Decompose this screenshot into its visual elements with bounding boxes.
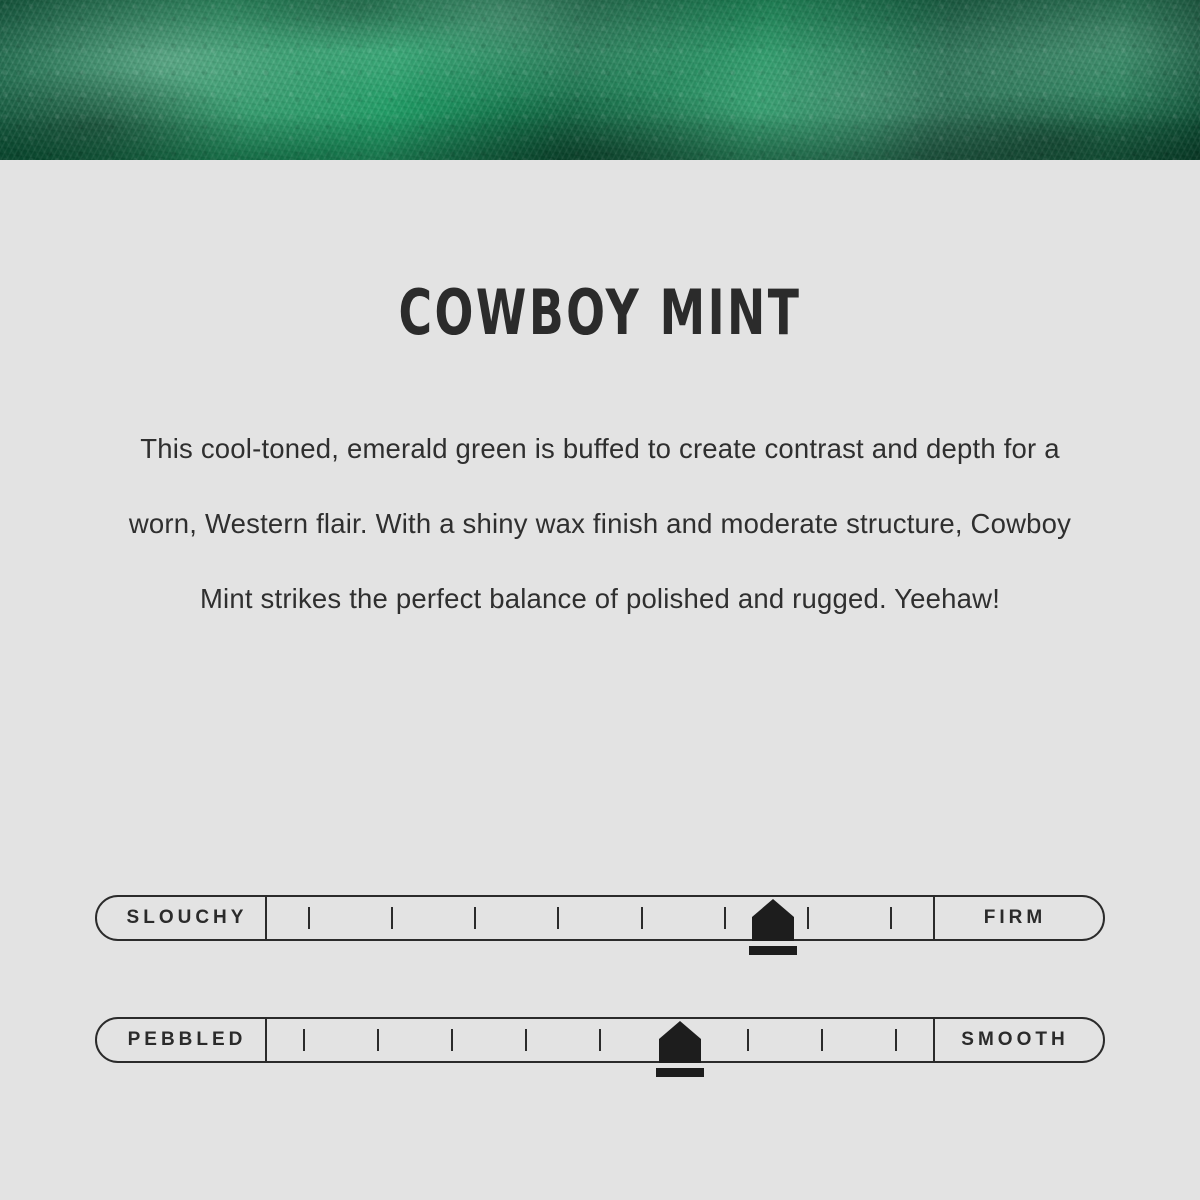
scale-marker-texture <box>659 1021 701 1077</box>
tick-mark <box>303 1029 305 1051</box>
attribute-scales <box>0 895 1200 1065</box>
scale-ticks <box>267 1019 933 1061</box>
tick-mark <box>451 1029 453 1051</box>
product-description: This cool-toned, emerald green is buffed to create contrast and depth for a worn, Western flair. With a shiny wax finish and moderate structure, Cowboy Mint strikes the perfect balance of polished and rugged. Yeehaw! <box>128 433 1072 614</box>
marker-head-icon <box>659 1021 701 1039</box>
swatch-vignette-layer <box>0 0 1200 160</box>
tick-mark <box>599 1029 601 1051</box>
tick-mark <box>890 907 892 929</box>
scale-texture <box>95 1017 1105 1065</box>
scale-track <box>95 1017 1105 1063</box>
scale-ticks <box>267 897 933 939</box>
scale-midsection <box>267 1019 933 1061</box>
tick-mark <box>391 907 393 929</box>
tick-mark <box>641 907 643 929</box>
page-title: COWBOY MINT <box>398 276 802 349</box>
leather-swatch-image <box>0 0 1200 160</box>
card-content <box>0 160 1200 636</box>
tick-mark <box>525 1029 527 1051</box>
scale-track <box>95 895 1105 941</box>
scale-left-label: SLOUCHY <box>97 897 267 939</box>
scale-structure <box>95 895 1105 943</box>
scale-right-label: FIRM <box>933 897 1103 939</box>
marker-foot <box>749 946 797 955</box>
scale-right-label: SMOOTH <box>933 1019 1103 1061</box>
scale-midsection <box>267 897 933 939</box>
marker-body <box>752 917 794 941</box>
tick-mark <box>474 907 476 929</box>
tick-mark <box>377 1029 379 1051</box>
scale-marker-structure <box>752 899 794 955</box>
marker-head-icon <box>752 899 794 917</box>
tick-mark <box>747 1029 749 1051</box>
marker-foot <box>656 1068 704 1077</box>
tick-mark <box>821 1029 823 1051</box>
tick-mark <box>724 907 726 929</box>
tick-mark <box>308 907 310 929</box>
tick-mark <box>557 907 559 929</box>
tick-mark <box>807 907 809 929</box>
scale-left-label: PEBBLED <box>97 1019 267 1061</box>
marker-body <box>659 1039 701 1063</box>
tick-mark <box>895 1029 897 1051</box>
